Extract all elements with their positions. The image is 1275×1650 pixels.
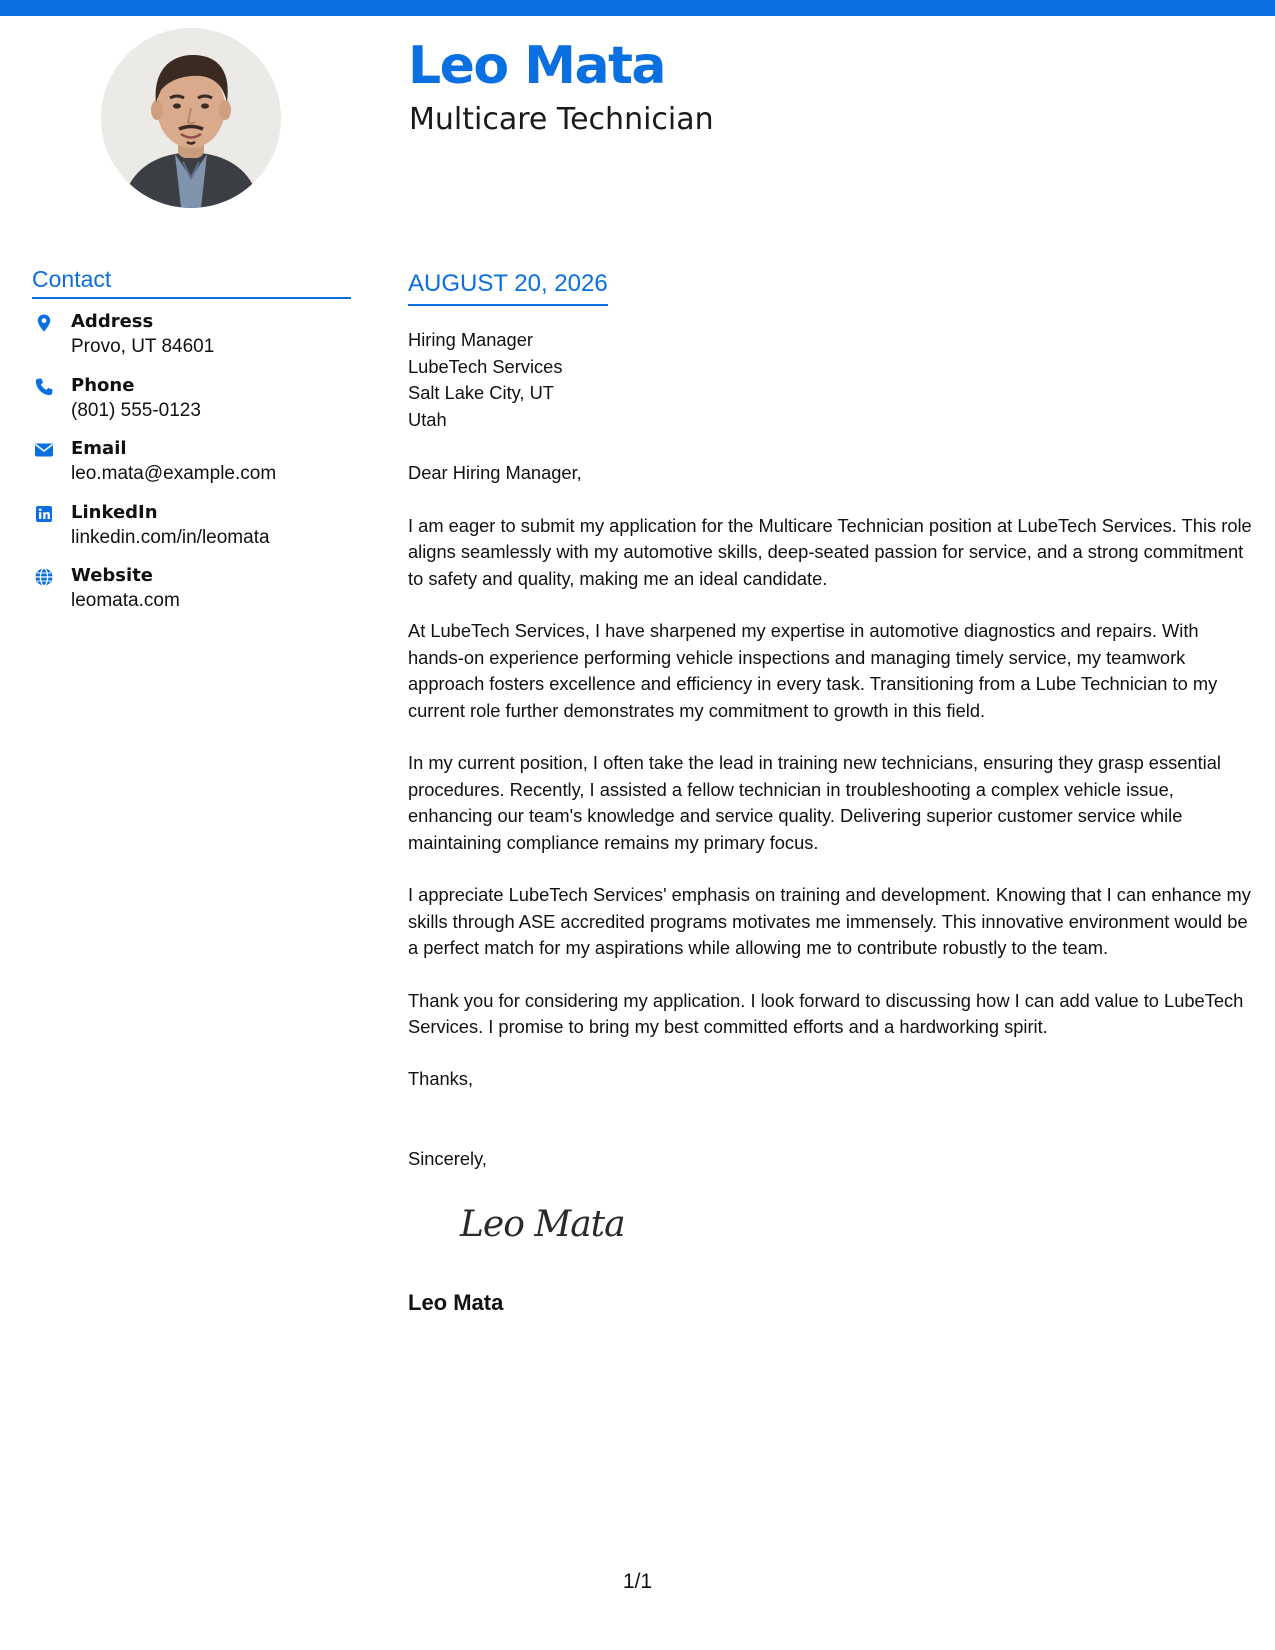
top-accent-bar [0, 0, 1275, 16]
recipient-line: Salt Lake City, UT [408, 382, 554, 403]
envelope-icon [34, 440, 54, 460]
location-pin-icon [34, 313, 54, 333]
contact-label-email: Email [71, 438, 127, 459]
job-title: Multicare Technician [409, 102, 714, 137]
contact-item-email [32, 438, 352, 502]
contact-value-website[interactable]: leomata.com [71, 590, 180, 611]
closing: Thanks, [408, 1067, 474, 1089]
signer-name: Leo Mata [408, 1290, 504, 1315]
recipient-line: LubeTech Services [408, 355, 563, 377]
contact-item-phone [32, 375, 352, 439]
avatar [101, 28, 281, 208]
recipient-line: Hiring Manager [408, 329, 533, 350]
candidate-name: Leo Mata [408, 36, 666, 96]
letter-paragraph: In my current position, I often take the lead in training new technicians, ensuring they grasp essential procedures. Recently, I assisted a fellow technician in troubleshooting a complex vehicle issue, enhancing our team's knowledge and service quality. Delivering superior customer service while maintaining compliance remains my primary focus. [408, 752, 1221, 853]
letter-date: AUGUST 20, 2026 [408, 270, 608, 306]
linkedin-icon [34, 504, 54, 524]
sign-off: Sincerely, [408, 1148, 487, 1169]
handwritten-signature [458, 1198, 638, 1250]
contact-label-website: Website [71, 565, 154, 586]
letter-paragraph: At LubeTech Services, I have sharpened my expertise in automotive diagnostics and repairs. With hands-on experience performing vehicle inspections and managing timely service, my teamwork approach fosters excellence and efficiency in every task. Transitioning from a Lube Technician to my current role further demonstrates my commitment to growth in this field. [408, 620, 1218, 721]
letter-body [408, 327, 1253, 1092]
recipient-block [408, 327, 1253, 433]
phone-icon [34, 377, 54, 397]
letter-paragraph: I am eager to submit my application for the Multicare Technician position at LubeTech Services. This role aligns seamlessly with my automotive skills, deep-seated passion for service, and a strong commitment to safety and quality, making me an ideal candidate. [408, 514, 1252, 589]
globe-icon [34, 567, 54, 587]
contact-item-website [32, 565, 352, 629]
page-number: 1/1 [622, 1570, 653, 1593]
contact-label-address: Address [71, 311, 154, 332]
contact-value-phone: (801) 555-0123 [71, 399, 201, 421]
contact-value-email[interactable]: leo.mata@example.com [71, 463, 277, 484]
profile-photo [101, 28, 281, 208]
contact-list [32, 311, 352, 629]
greeting: Dear Hiring Manager, [408, 462, 582, 483]
contact-label-phone: Phone [71, 374, 135, 396]
recipient-line: Utah [408, 408, 447, 430]
letter-paragraph: I appreciate LubeTech Services' emphasis on training and development. Knowing that I can enhance my skills through ASE accredited programs motivates me immensely. This innovative environment would be a perfect match for my aspirations while allowing me to contribute robustly to the team. [408, 884, 1251, 958]
contact-item-address [32, 311, 352, 375]
contact-value-linkedin[interactable]: linkedin.com/in/leomata [71, 526, 270, 548]
contact-label-linkedin: LinkedIn [71, 501, 158, 523]
contact-heading: Contact [32, 266, 351, 299]
signature-text: Leo Mata [460, 1204, 625, 1245]
contact-value-address: Provo, UT 84601 [71, 336, 215, 357]
letter-paragraph: Thank you for considering my application. I look forward to discussing how I can add value to LubeTech Services. I promise to bring my best committed efforts and a hardworking spirit. [408, 989, 1244, 1037]
contact-item-linkedin [32, 502, 352, 566]
